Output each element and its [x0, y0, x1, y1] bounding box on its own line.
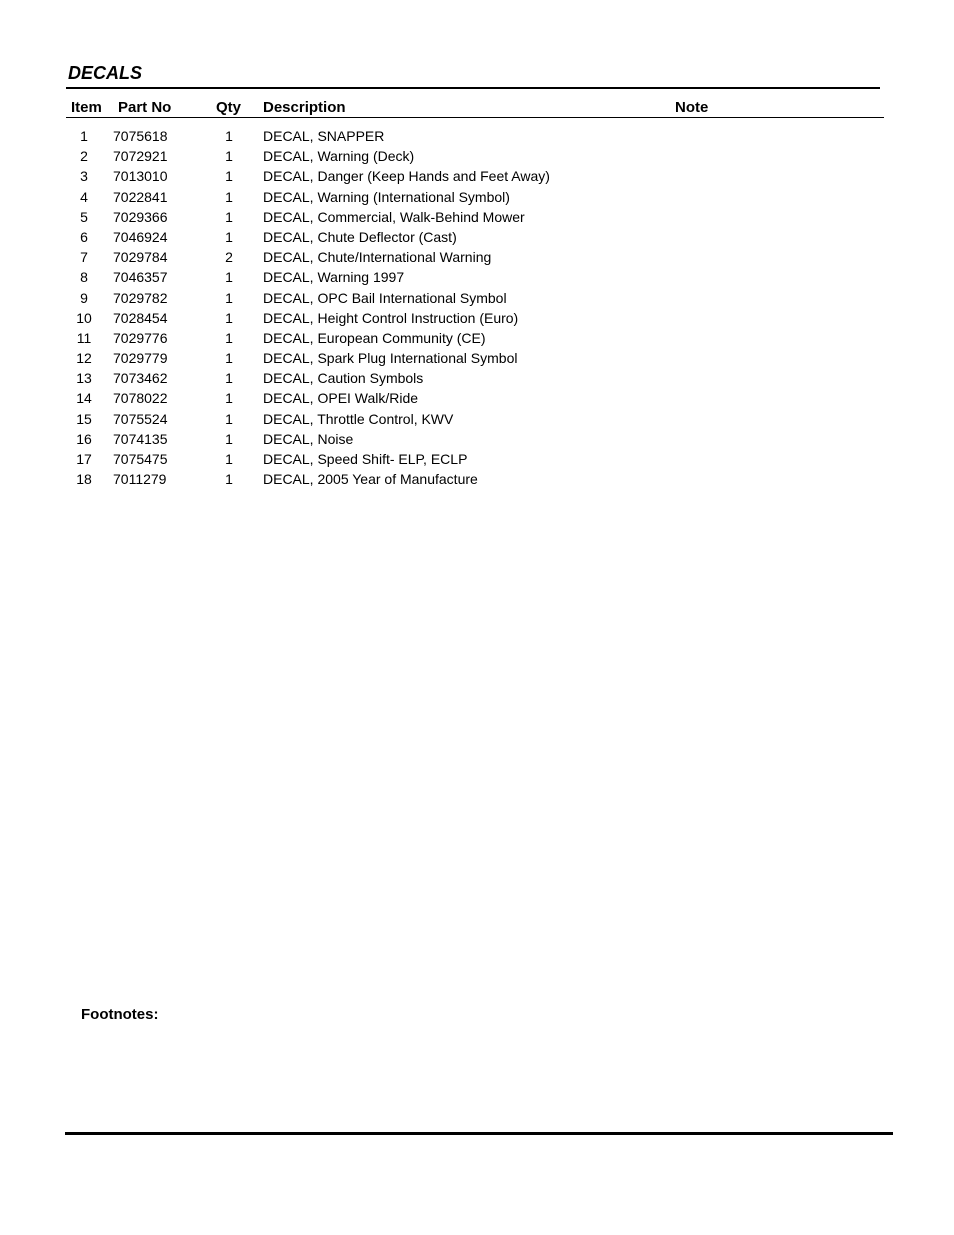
row-quantity: 1 [225, 410, 233, 427]
row-part-number: 7072921 [113, 148, 168, 165]
row-part-number: 7046357 [113, 269, 168, 286]
row-part-number: 7075618 [113, 128, 168, 144]
table-row [66, 429, 884, 449]
row-description: DECAL, OPC Bail International Symbol [263, 289, 507, 306]
row-quantity: 1 [225, 208, 233, 225]
row-quantity: 1 [225, 430, 233, 447]
table-row [66, 247, 884, 267]
row-item-number: 8 [80, 269, 88, 286]
row-quantity: 1 [225, 370, 233, 387]
table-row [66, 267, 884, 287]
table-row [66, 469, 884, 489]
table-row [66, 288, 884, 308]
parts-table [66, 97, 884, 489]
row-quantity: 1 [225, 168, 233, 185]
row-description: DECAL, Chute/International Warning [263, 249, 492, 266]
row-item-number: 13 [76, 370, 92, 387]
row-part-number: 7075475 [113, 451, 168, 467]
row-part-number: 7011279 [113, 471, 167, 488]
row-part-number: 7074135 [113, 430, 168, 447]
row-description: DECAL, Noise [263, 430, 354, 447]
footnotes-label: Footnotes: [81, 1006, 159, 1023]
row-quantity: 1 [225, 148, 233, 165]
table-row [66, 126, 884, 146]
row-part-number: 7073462 [113, 370, 168, 387]
header-description: Description [263, 99, 346, 116]
row-part-number: 7022841 [113, 188, 168, 205]
row-description: DECAL, Warning 1997 [263, 269, 405, 286]
header-qty: Qty [216, 99, 242, 116]
row-description: DECAL, Spark Plug International Symbol [263, 350, 518, 367]
row-item-number: 1 [80, 128, 88, 144]
row-quantity: 1 [225, 329, 233, 346]
row-quantity: 1 [225, 390, 233, 407]
row-item-number: 9 [80, 289, 88, 306]
row-item-number: 16 [76, 430, 92, 447]
row-description: DECAL, Warning (Deck) [263, 148, 415, 165]
row-part-number: 7046924 [113, 228, 168, 245]
header-item: Item [71, 99, 102, 116]
row-quantity: 1 [225, 309, 233, 326]
row-item-number: 11 [76, 329, 92, 346]
row-description: DECAL, Warning (International Symbol) [263, 188, 510, 205]
row-description: DECAL, Speed Shift- ELP, ECLP [263, 451, 468, 467]
row-part-number: 7075524 [113, 410, 168, 427]
row-description: DECAL, SNAPPER [263, 128, 385, 144]
table-row [66, 388, 884, 408]
bottom-divider [65, 1132, 893, 1135]
row-item-number: 15 [76, 410, 92, 427]
row-part-number: 7029779 [113, 350, 168, 367]
row-quantity: 1 [225, 471, 233, 488]
row-part-number: 7028454 [113, 309, 168, 326]
row-part-number: 7013010 [113, 168, 168, 185]
row-description: DECAL, Chute Deflector (Cast) [263, 228, 457, 245]
table-row [66, 449, 884, 469]
table-header [66, 97, 884, 118]
row-quantity: 1 [225, 228, 233, 245]
table-row [66, 166, 884, 186]
row-quantity: 2 [225, 249, 233, 266]
row-item-number: 10 [76, 309, 92, 326]
row-description: DECAL, Commercial, Walk-Behind Mower [263, 208, 525, 225]
title-divider [66, 87, 880, 89]
header-part-no: Part No [118, 99, 172, 116]
row-item-number: 5 [80, 208, 88, 225]
table-row [66, 368, 884, 388]
row-item-number: 18 [76, 471, 92, 488]
row-quantity: 1 [225, 269, 233, 286]
row-description: DECAL, European Community (CE) [263, 329, 486, 346]
row-quantity: 1 [225, 451, 233, 467]
row-part-number: 7078022 [113, 390, 168, 407]
row-item-number: 3 [80, 168, 88, 185]
row-description: DECAL, OPEI Walk/Ride [263, 390, 419, 407]
table-row [66, 187, 884, 207]
table-row [66, 308, 884, 328]
row-quantity: 1 [225, 128, 233, 144]
row-item-number: 17 [76, 451, 92, 467]
section-title: DECALS [68, 63, 143, 83]
row-quantity: 1 [225, 350, 233, 367]
table-row [66, 348, 884, 368]
row-item-number: 4 [80, 188, 88, 205]
row-part-number: 7029776 [113, 329, 168, 346]
row-item-number: 6 [80, 228, 88, 245]
row-description: DECAL, Caution Symbols [263, 370, 424, 387]
row-description: DECAL, 2005 Year of Manufacture [263, 471, 478, 488]
row-item-number: 14 [76, 390, 92, 407]
row-item-number: 7 [80, 249, 88, 266]
row-part-number: 7029784 [113, 249, 168, 266]
row-quantity: 1 [225, 289, 233, 306]
row-item-number: 12 [76, 350, 92, 367]
row-item-number: 2 [80, 148, 88, 165]
row-description: DECAL, Height Control Instruction (Euro) [263, 309, 519, 326]
table-row [66, 328, 884, 348]
header-note: Note [675, 99, 709, 116]
row-quantity: 1 [225, 188, 233, 205]
row-part-number: 7029782 [113, 289, 168, 306]
table-row [66, 146, 884, 166]
row-part-number: 7029366 [113, 208, 168, 225]
table-row [66, 207, 884, 227]
row-description: DECAL, Throttle Control, KWV [263, 410, 454, 427]
row-description: DECAL, Danger (Keep Hands and Feet Away) [263, 168, 550, 185]
table-row [66, 409, 884, 429]
table-row [66, 227, 884, 247]
table-body [66, 126, 884, 489]
